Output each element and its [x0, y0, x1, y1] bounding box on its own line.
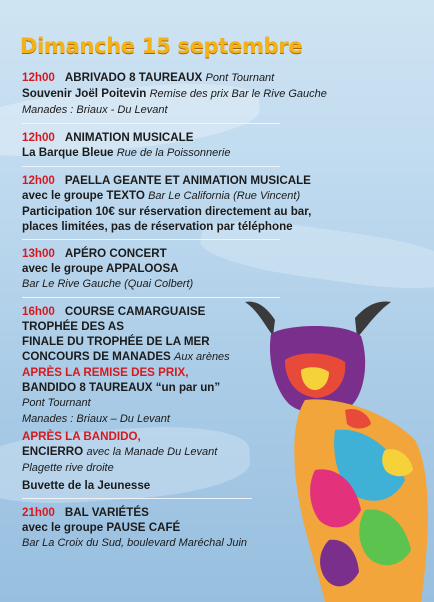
- event-detail: BANDIDO 8 TAUREAUX “un par un”: [22, 381, 221, 394]
- event-time: 13h00: [22, 247, 55, 260]
- event-time: 12h00: [22, 174, 55, 187]
- event-note: Remise des prix Bar le Rive Gauche: [149, 88, 327, 100]
- event-detail: FINALE DU TROPHÉE DE LA MER: [22, 335, 210, 348]
- event-note: Manades : Briaux - Du Levant: [22, 104, 168, 116]
- event-detail: Participation 10€ sur réservation directement au bar,: [22, 205, 312, 218]
- event-detail: avec le groupe PAUSE CAFÉ: [22, 521, 181, 534]
- schedule-event: [22, 304, 422, 493]
- event-header: [22, 173, 422, 188]
- event-header: [22, 304, 422, 319]
- event-time: 12h00: [22, 131, 55, 144]
- event-detail: [22, 444, 422, 460]
- event-note: Bar Le California (Rue Vincent): [148, 190, 301, 202]
- event-detail: Buvette de la Jeunesse: [22, 479, 151, 492]
- event-detail: [22, 460, 422, 476]
- event-detail: [22, 411, 422, 427]
- event-note: Pont Tournant: [22, 397, 91, 409]
- schedule-event: [22, 246, 422, 292]
- event-detail: [22, 395, 422, 411]
- event-detail: [22, 145, 422, 161]
- event-detail-text: ENCIERRO: [22, 445, 84, 458]
- event-detail: [22, 188, 422, 204]
- event-header: [22, 70, 422, 86]
- event-note: Manades : Briaux – Du Levant: [22, 413, 170, 425]
- schedule-event: [22, 173, 422, 234]
- event-detail-text: Souvenir Joël Poitevin: [22, 87, 147, 100]
- page-title: Dimanche 15 septembre: [20, 34, 303, 58]
- event-location: Pont Tournant: [205, 72, 275, 84]
- event-time: 21h00: [22, 506, 55, 519]
- schedule-event: [22, 505, 422, 551]
- event-note: Plagette rive droite: [22, 462, 114, 474]
- event-note: Bar Le Rive Gauche (Quai Colbert): [22, 278, 194, 290]
- event-title: APÉRO CONCERT: [64, 247, 167, 260]
- event-detail-text: avec le groupe TEXTO: [22, 189, 145, 202]
- event-detail: [22, 349, 422, 365]
- divider: [22, 239, 280, 240]
- event-detail: [22, 102, 422, 118]
- event-title: COURSE CAMARGUAISE: [64, 305, 206, 318]
- event-note: Bar La Croix du Sud, boulevard Maréchal Juin: [22, 537, 248, 549]
- event-detail: [22, 86, 422, 102]
- event-note: Rue de la Poissonnerie: [116, 147, 231, 159]
- event-header: [22, 130, 422, 145]
- event-header: [22, 246, 422, 261]
- event-subheading: APRÈS LA BANDIDO,: [22, 430, 141, 443]
- event-subheading: APRÈS LA REMISE DES PRIX,: [22, 366, 189, 379]
- event-time: 12h00: [22, 71, 55, 84]
- event-title: BAL VARIÉTÉS: [64, 506, 149, 519]
- divider: [22, 166, 280, 167]
- schedule-event: [22, 130, 422, 161]
- divider: [22, 123, 280, 124]
- event-header: [22, 505, 422, 520]
- event-title: ANIMATION MUSICALE: [64, 131, 194, 144]
- event-schedule: [22, 34, 422, 556]
- event-detail: avec le groupe APPALOOSA: [22, 262, 179, 275]
- divider: [22, 498, 252, 499]
- event-detail-text: CONCOURS DE MANADES: [22, 350, 171, 363]
- event-detail: [22, 535, 422, 551]
- event-time: 16h00: [22, 305, 55, 318]
- event-detail: [22, 276, 422, 292]
- event-detail: TROPHÉE DES AS: [22, 320, 124, 333]
- event-note: avec la Manade Du Levant: [86, 446, 218, 458]
- event-detail: places limitées, pas de réservation par téléphone: [22, 220, 293, 233]
- divider: [22, 297, 280, 298]
- event-title: ABRIVADO 8 TAUREAUX: [64, 71, 203, 84]
- schedule-event: [22, 70, 422, 118]
- event-title: PAELLA GEANTE ET ANIMATION MUSICALE: [64, 174, 311, 187]
- event-note: Aux arènes: [174, 351, 230, 363]
- event-detail-text: La Barque Bleue: [22, 146, 114, 159]
